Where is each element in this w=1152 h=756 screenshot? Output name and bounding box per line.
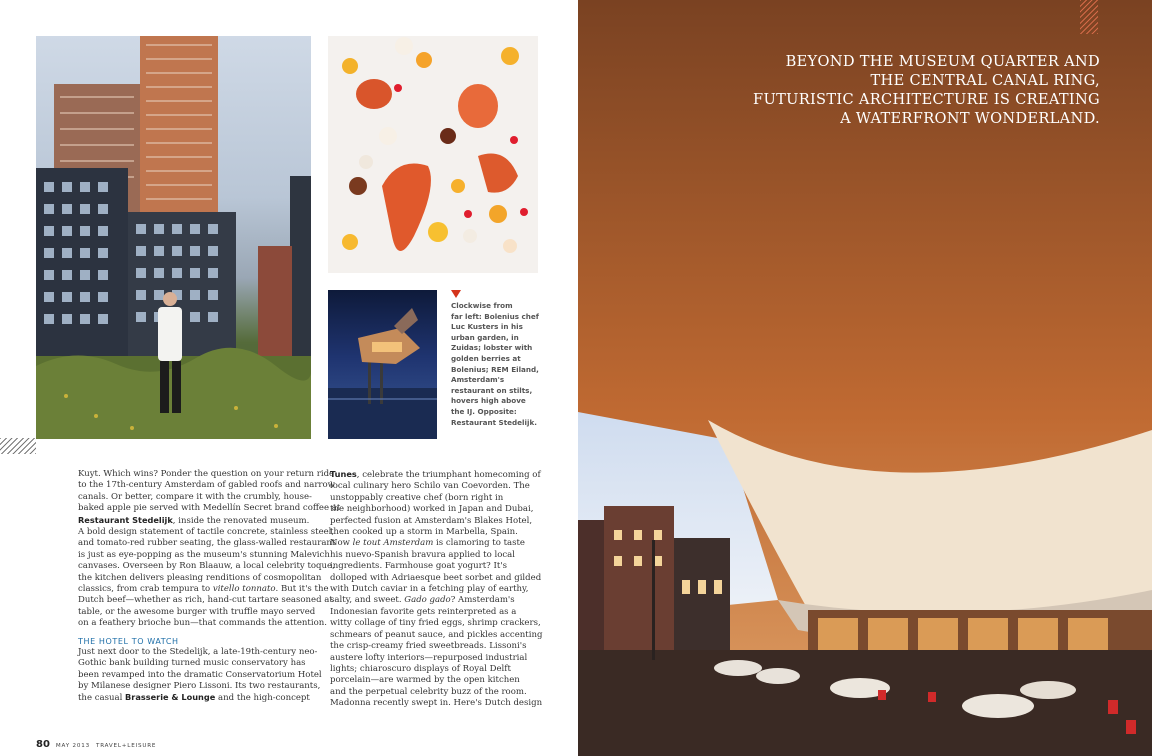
lobster-dish-photo bbox=[328, 36, 538, 273]
decorative-stripes bbox=[1080, 0, 1098, 34]
section-subhead: THE HOTEL TO WATCH bbox=[78, 636, 179, 646]
caption-line: Clockwise from bbox=[451, 301, 513, 310]
body-line: canals. Or better, compare it with the crumbly, house- bbox=[78, 491, 312, 502]
rem-eiland-illustration bbox=[328, 290, 437, 439]
body-line bbox=[330, 538, 530, 549]
body-line: Madonna recently swept in. Here's Dutch design bbox=[330, 698, 543, 709]
article-column-1 bbox=[78, 469, 341, 705]
body-line: local culinary hero Schilo van Coevorden. The bbox=[330, 481, 530, 492]
caption-line: Restaurant Stedelijk. bbox=[451, 417, 537, 427]
body-line: table, or the awesome burger with truffle mayo served bbox=[78, 606, 316, 617]
body-line: lights; chiaroscuro displays of Royal Delft bbox=[330, 663, 511, 674]
body-line: his nuevo-Spanish bravura applied to local bbox=[330, 549, 515, 560]
body-line: and the perpetual celebrity buzz of the room. bbox=[330, 686, 527, 697]
restaurant-name: Tunes bbox=[330, 469, 357, 479]
body-line: been revamped into the dramatic Conservatorium Hotel bbox=[78, 669, 322, 680]
body-line: ingredients. Farmhouse goat yogurt? It's bbox=[330, 561, 508, 572]
body-line: baked apple pie served with Medellín Secret brand coffee at bbox=[78, 503, 341, 514]
italic-term: vitello tonnato bbox=[212, 584, 276, 595]
body-line: canvases. Overseen by Ron Blaauw, a local celebrity toque, bbox=[78, 561, 335, 572]
italic-term: le tout Amsterdam bbox=[352, 538, 434, 549]
article-column-2 bbox=[330, 469, 543, 710]
caption-line: the IJ. Opposite: bbox=[451, 406, 517, 416]
italic-term: Gado gado bbox=[404, 595, 451, 606]
chef-garden-photo bbox=[36, 36, 311, 439]
body-line: then cooked up a storm in Marbella, Spain. bbox=[330, 527, 518, 538]
body-line bbox=[78, 692, 323, 704]
body-line: is just as eye-popping as the museum's stunning Malevich bbox=[78, 549, 330, 560]
body-text: classics, from crab tempura to bbox=[78, 584, 213, 595]
caption-line: Zuidas; lobster with bbox=[451, 343, 533, 353]
issue-date: MAY 2013 bbox=[55, 743, 90, 749]
body-line bbox=[330, 469, 541, 481]
caption-line: hovers high above bbox=[451, 396, 526, 406]
rem-eiland-photo bbox=[328, 290, 437, 439]
body-line: the crisp-creamy fried sweetbreads. Lissoni's bbox=[330, 641, 527, 652]
magazine-name: TRAVEL+LEISURE bbox=[95, 743, 157, 749]
headline-line: BEYOND THE MUSEUM QUARTER AND bbox=[785, 53, 1100, 70]
headline-line: THE CENTRAL CANAL RING, bbox=[870, 72, 1100, 89]
body-line: austere lofty interiors—repurposed industrial bbox=[330, 652, 528, 663]
lobster-illustration bbox=[328, 36, 538, 273]
body-text: Now bbox=[330, 538, 353, 549]
body-line: porcelain—are warmed by the open kitchen bbox=[330, 675, 520, 686]
caption-line: Bolenius; REM Eiland, bbox=[451, 364, 539, 374]
body-text: , inside the renovated museum. bbox=[172, 515, 310, 526]
body-line bbox=[78, 584, 329, 595]
caption-line: Luc Kusters in his bbox=[451, 322, 523, 332]
body-line: perfected fusion at Amsterdam's Blakes Hotel, bbox=[330, 515, 533, 526]
body-text: . But it's the bbox=[275, 584, 329, 595]
body-line: Gothic bank building turned music conservatory has bbox=[78, 658, 306, 669]
body-line: on a feathery brioche bun—that commands the attention. bbox=[78, 618, 327, 629]
body-text: , celebrate the triumphant homecoming of bbox=[356, 470, 541, 480]
body-text: salty, and sweet. bbox=[330, 595, 405, 606]
body-line: A bold design statement of tactile concrete, stainless steel, bbox=[78, 527, 335, 538]
body-line: Kuyt. Which wins? Ponder the question on your return ride bbox=[78, 469, 335, 479]
caption-line: golden berries at bbox=[451, 353, 521, 363]
body-text: is clamoring to taste bbox=[433, 538, 525, 549]
body-text: the casual bbox=[78, 693, 126, 704]
caption-line: far left: Bolenius chef bbox=[451, 311, 539, 321]
caption-line: Amsterdam's bbox=[451, 375, 505, 385]
body-line bbox=[330, 595, 530, 606]
page-folio bbox=[36, 732, 156, 751]
caption-line: restaurant on stilts, bbox=[451, 385, 533, 395]
body-text: ? Amsterdam's bbox=[450, 595, 515, 606]
headline-line: FUTURISTIC ARCHITECTURE IS CREATING bbox=[753, 91, 1100, 108]
decorative-stripes bbox=[0, 438, 36, 454]
restaurant-name: Restaurant Stedelijk bbox=[78, 514, 173, 525]
chef-garden-illustration bbox=[36, 36, 311, 439]
headline-line: A WATERFRONT WONDERLAND. bbox=[840, 110, 1100, 127]
body-line bbox=[78, 515, 323, 527]
caption-arrow-icon bbox=[451, 290, 461, 298]
body-line: witty collage of tiny fried eggs, shrimp crackers, bbox=[330, 618, 541, 629]
restaurant-name: Brasserie & Lounge bbox=[125, 692, 216, 703]
photo-caption bbox=[451, 301, 546, 428]
body-line: unstoppably creative chef (born right in bbox=[330, 492, 504, 503]
body-line: with Dutch caviar in a fetching play of earthy, bbox=[330, 584, 529, 595]
pull-quote-headline bbox=[753, 52, 1100, 128]
body-line: and tomato-red rubber seating, the glass-walled restaurant bbox=[78, 538, 336, 549]
page-number: 80 bbox=[36, 739, 50, 750]
body-line: the kitchen delivers pleasing renditions of cosmopolitan bbox=[78, 572, 322, 583]
body-line: dolloped with Adriaesque beet sorbet and gilded bbox=[330, 572, 542, 583]
body-line: Indonesian favorite gets reinterpreted as a bbox=[330, 606, 517, 617]
body-line: Dutch beef—whether as rich, hand-cut tartare seasoned at bbox=[78, 595, 333, 606]
body-line: schmears of peanut sauce, and pickles accenting bbox=[330, 629, 543, 640]
body-line: Just next door to the Stedelijk, a late-19th-century neo- bbox=[78, 646, 318, 657]
body-line: by Milanese designer Piero Lissoni. Its two restaurants, bbox=[78, 680, 321, 691]
caption-line: urban garden, in bbox=[451, 332, 519, 342]
body-line: the neighborhood) worked in Japan and Dubai, bbox=[330, 504, 534, 515]
body-text: and the high-concept bbox=[215, 693, 310, 704]
body-line: to the 17th-century Amsterdam of gabled roofs and narrow bbox=[78, 480, 335, 491]
